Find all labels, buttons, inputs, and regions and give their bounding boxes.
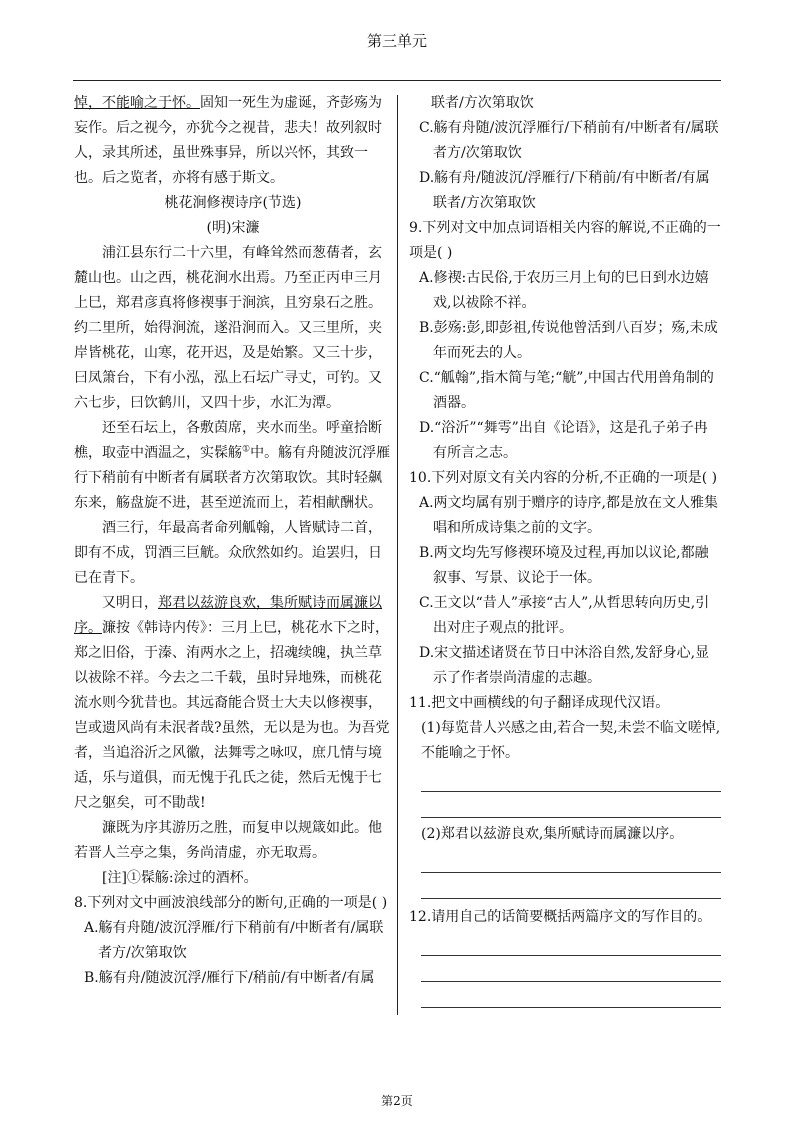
right-column bbox=[409, 91, 721, 1008]
question-9-option-d: D.“浴沂”“舞雩”出自《论语》，这是孔子弟子冉有所言之志。 bbox=[419, 420, 708, 461]
passage-paragraph-2 bbox=[74, 416, 392, 516]
paragraph-text: 还至石坛上，各敷茵席，夹水而坐。呼童拾断樵，取壶中酒温之，实髹觞 bbox=[74, 420, 382, 461]
question-10-option-c: C.王文以“昔人”承接“古人”,从哲思转向历史,引出对庄子观点的批评。 bbox=[419, 595, 710, 636]
question-10-option-a: A.两文均属有别于赠序的诗序,都是放在文人雅集唱和所成诗集之前的文字。 bbox=[419, 495, 719, 536]
question-10-option-d: D.宋文描述诸贤在节日中沐浴自然,发舒身心,显示了作者崇尚清虚的志趣。 bbox=[419, 645, 710, 686]
underlined-sentence-1: 悼，不能喻之于怀。 bbox=[74, 95, 200, 111]
page-header: 第三单元 bbox=[366, 32, 427, 50]
question-8-option-a: A.觞有舟随/波沉浮雁/行下稍前有/中断者有/属联者方/次第取饮 bbox=[84, 920, 384, 961]
paragraph-text: 又明日， bbox=[102, 595, 158, 611]
passage-paragraph-5: 濂既为序其游历之胜，而复申以规箴如此。他若晋人兰亭之集，务尚清虚，亦无取焉。 bbox=[74, 820, 382, 861]
header-rule bbox=[73, 80, 721, 81]
page-number: 第2页 bbox=[381, 1094, 413, 1108]
question-11-part-1: (1)每览昔人兴感之由,若合一契,未尝不临文嗟悼,不能喻之于怀。 bbox=[421, 720, 721, 761]
question-9: 9.下列对文中加点词语相关内容的解说,不正确的一项是( ) bbox=[409, 220, 721, 261]
column-divider bbox=[397, 95, 398, 1015]
question-9-option-a: A.修禊:古民俗,于农历三月上旬的巳日到水边嬉戏,以祓除不祥。 bbox=[419, 270, 709, 311]
paragraph-text: 中。觞有舟随波沉浮雁行下稍前有中断者有属联者方次第取饮。其时轻飙东来，觞盘旋不进，甚至逆流而上，若相献酬状。 bbox=[74, 445, 391, 511]
passage-title: 桃花涧修禊诗序(节选) bbox=[164, 195, 302, 211]
footnote-marker: ① bbox=[242, 444, 251, 455]
question-9-option-b: B.彭殇:彭,即彭祖,传说他曾活到八百岁；殇,未成年而死去的人。 bbox=[419, 320, 718, 361]
answer-line[interactable] bbox=[421, 956, 721, 982]
footnote: [注]①髹觞:涂过的酒杯。 bbox=[102, 870, 258, 886]
left-column bbox=[74, 91, 392, 991]
underlined-sentence-2: 郑君以兹游良欢，集所赋诗而属濂以序。 bbox=[74, 595, 382, 636]
question-8: 8.下列对文中画波浪线部分的断句,正确的一项是( ) bbox=[74, 895, 388, 911]
question-11: 11.把文中画横线的句子翻译成现代汉语。 bbox=[409, 695, 670, 711]
question-8-option-b: B.觞有舟/随波沉浮/雁行下/稍前/有中断者/有属 bbox=[84, 970, 375, 986]
answer-line[interactable] bbox=[421, 766, 721, 792]
answer-line[interactable] bbox=[421, 792, 721, 818]
question-10-option-b: B.两文均先写修禊环境及过程,再加以议论,都融叙事、写景、议论于一体。 bbox=[419, 545, 709, 586]
question-11-part-2: (2)郑君以兹游良欢,集所赋诗而属濂以序。 bbox=[421, 826, 684, 842]
answer-line[interactable] bbox=[421, 847, 721, 873]
answer-line[interactable] bbox=[421, 873, 721, 899]
question-12: 12.请用自己的话简要概括两篇序文的写作目的。 bbox=[409, 909, 712, 925]
question-8-option-b-continued: 联者/方次第取饮 bbox=[431, 95, 534, 111]
lanting-ending-paragraph bbox=[74, 91, 392, 191]
paragraph-text: 濂按《韩诗内传》：三月上巳，桃花水下之时，郑之旧俗，于溱、洧两水之上，招魂续魄，执兰草以祓除不祥。今去之二千载，虽时异地殊，而桃花流水则今犹昔也。其远裔能合贤士大夫以修禊事，岂或遗风尚有未泯者哉?虽然，无以是为也。为吾党者，当追浴沂之风徽，法舞雩之咏叹，庶几情与境适，乐与道俱，而无愧于孔氏之徒，然后无愧于七尺之躯矣，可不勖哉! bbox=[74, 620, 390, 811]
question-8-option-d: D.觞有舟/随波沉/浮雁行/下稍前/有中断者/有属联者/方次第取饮 bbox=[419, 170, 710, 211]
question-10: 10.下列对原文有关内容的分析,不正确的一项是( ) bbox=[409, 470, 718, 486]
answer-line[interactable] bbox=[421, 930, 721, 956]
question-8-option-c: C.觞有舟随/波沉浮雁行/下稍前有/中断者有/属联者方/次第取饮 bbox=[419, 120, 719, 161]
passage-author: (明)宋濂 bbox=[206, 220, 260, 236]
answer-line[interactable] bbox=[421, 982, 721, 1008]
passage-paragraph-1: 浦江县东行二十六里，有峰耸然而葱蒨者，玄麓山也。山之西，桃花涧水出焉。乃至正丙申三月上巳，郑君彦真将修禊事于涧滨，且穷泉石之胜。约二里所，始得涧流，遂沿涧而入。又三里所，夹岸皆桃花，山寒，花开迟，及是始繁。又三十步，曰凤箫台，下有小泓，泓上石坛广寻丈，可钓。又六七步，曰饮鹤川，又四十步，水汇为潭。 bbox=[74, 245, 382, 411]
paragraph-text: 固知一死生为虚诞，齐彭殇为妄作。后之视今，亦犹今之视昔，悲夫！故列叙时人，录其所述，虽世殊事异，所以兴怀，其致一也。后之览者，亦将有感于斯文。 bbox=[74, 95, 382, 186]
passage-paragraph-3: 酒三行，年最高者命列觚翰，人皆赋诗二首，即有不成，罚酒三巨觥。众欣然如约。迨罢归，日已在青下。 bbox=[74, 520, 382, 586]
question-9-option-c: C.“觚翰”,指木简与笔;“觥”,中国古代用兽角制的酒器。 bbox=[419, 370, 714, 411]
passage-paragraph-4 bbox=[74, 591, 392, 816]
